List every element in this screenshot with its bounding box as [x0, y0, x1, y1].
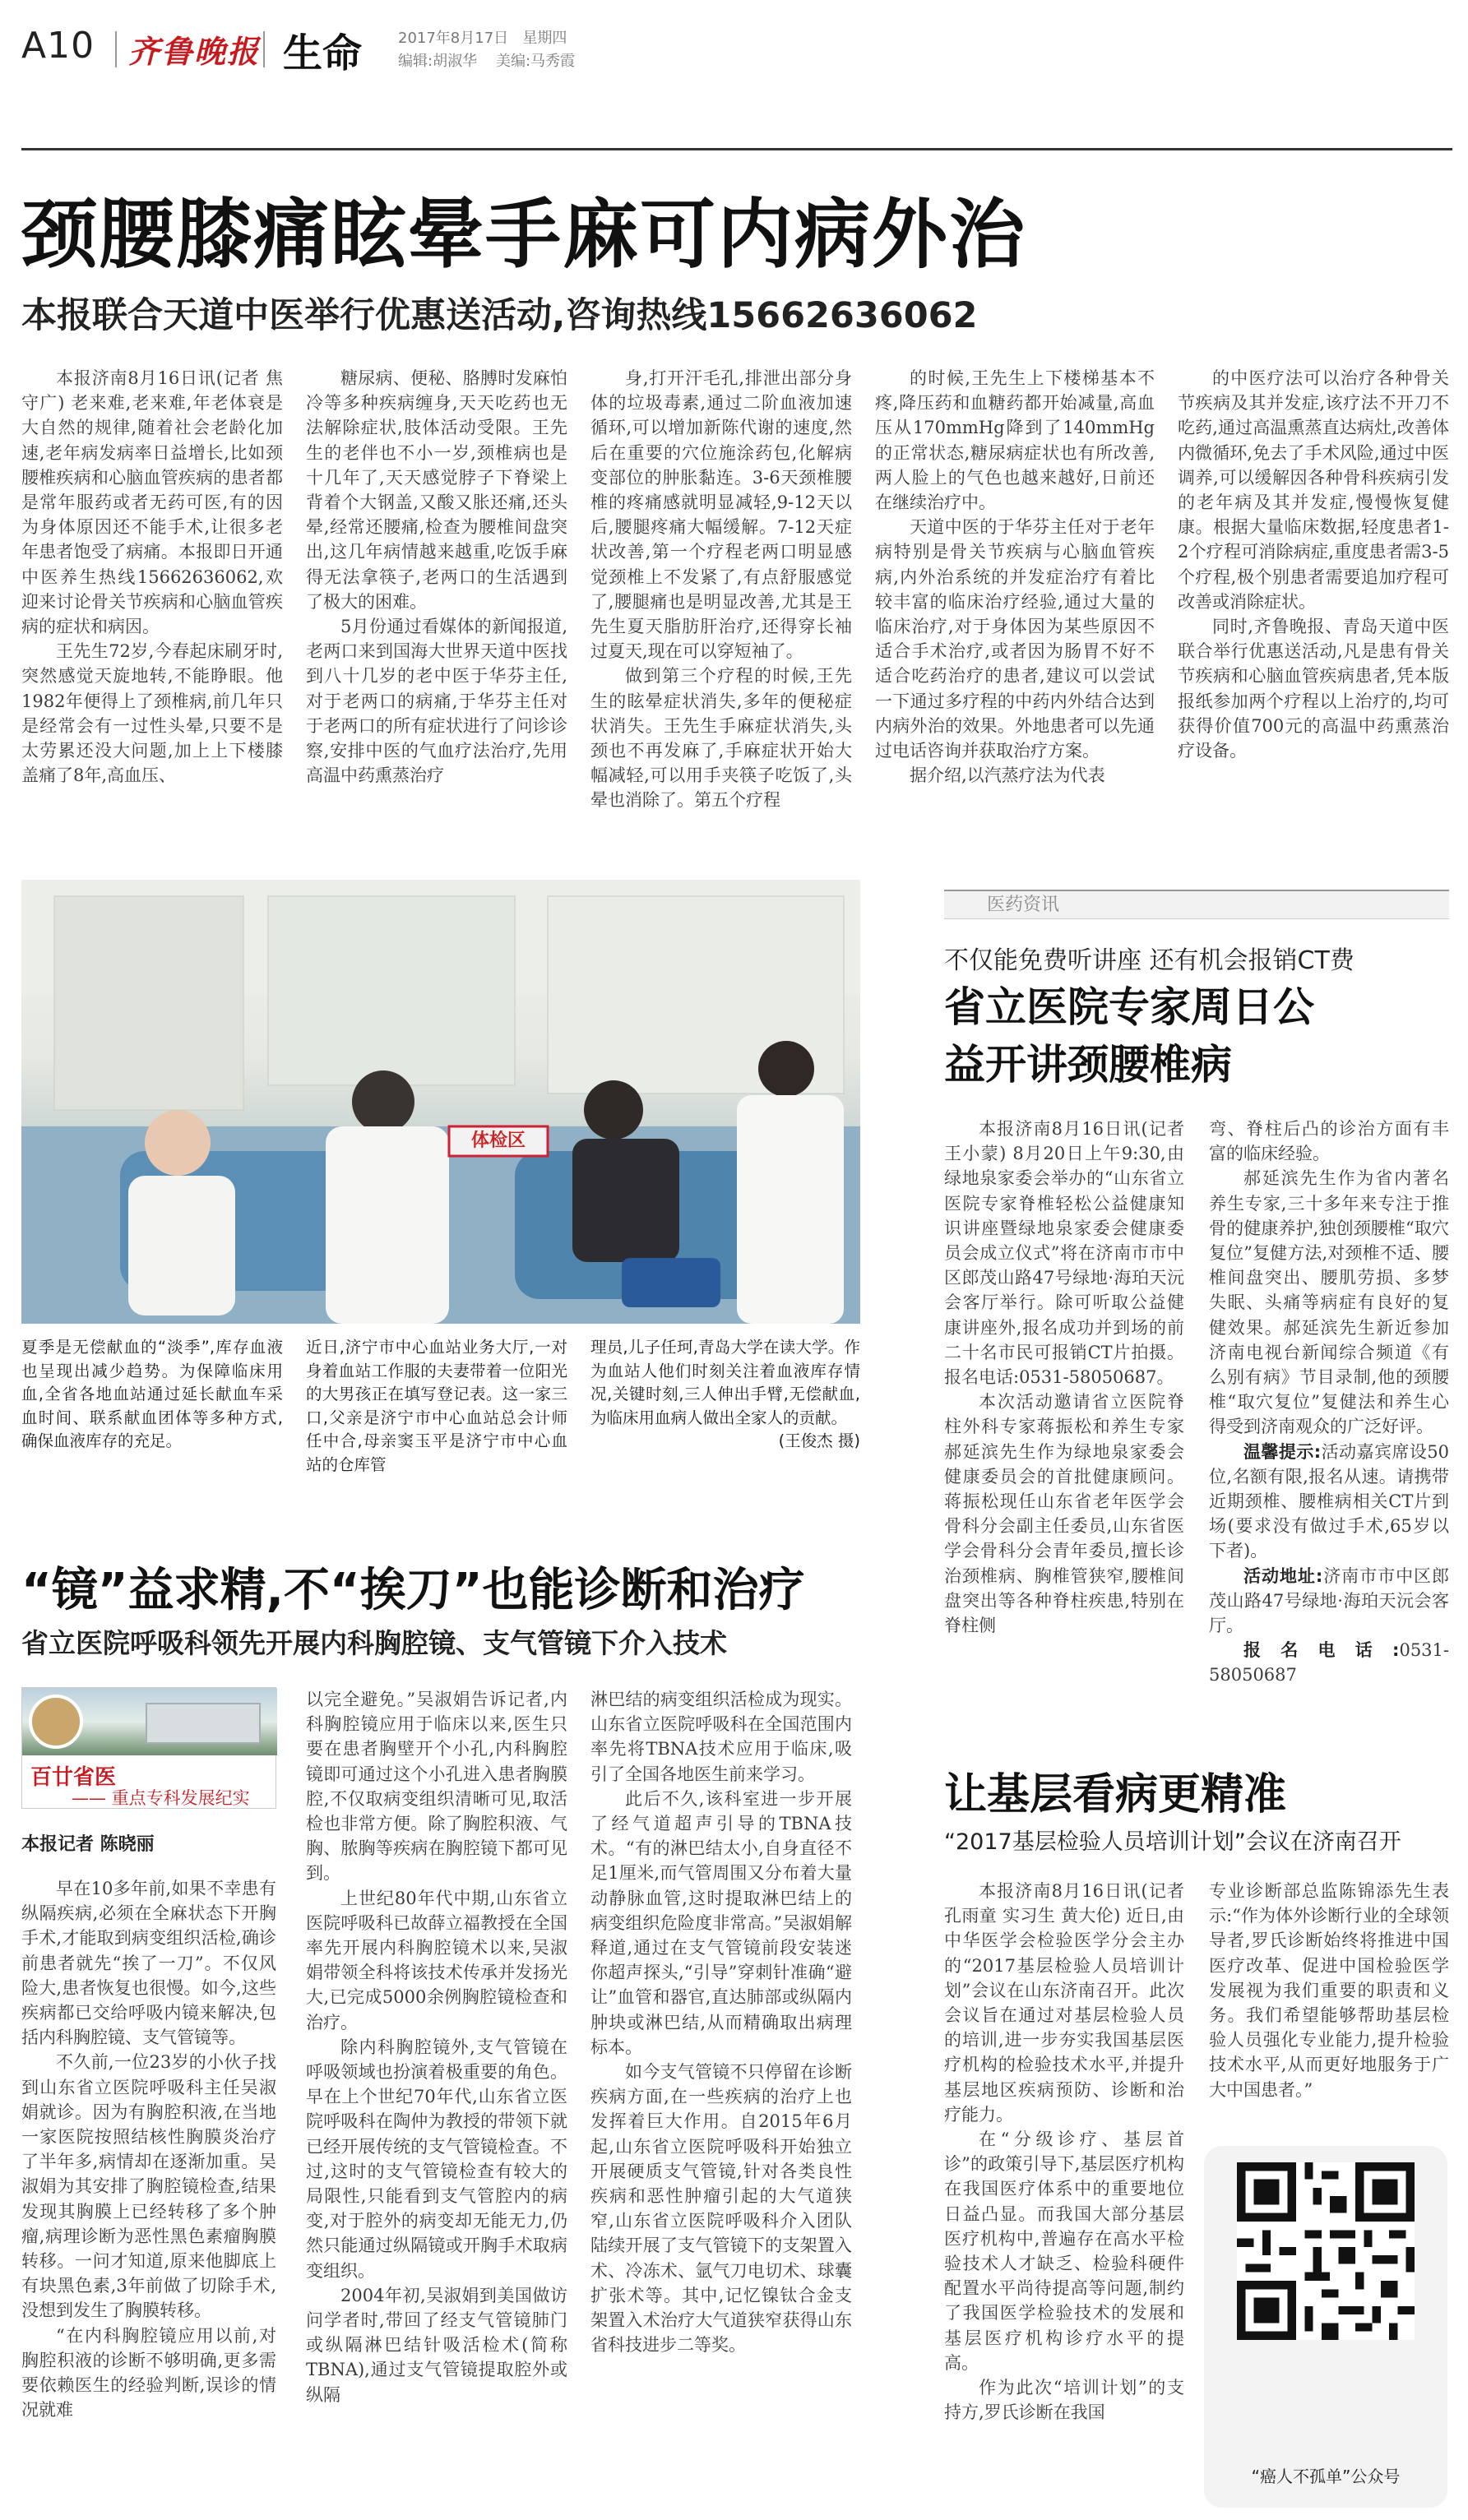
lead-paragraph: 做到第三个疗程的时候,王先生的眩晕症状消失,多年的便秘症状消失。王先生手麻症状消失,头颈也不再发麻了,手麻症状开始大幅减轻,可以用手夹筷子吃饭了,头晕也消除了。第五个疗程 [590, 666, 852, 811]
badge-subtitle: —— 重点专科发展纪实 [72, 1788, 250, 1808]
lead-paragraph: 王先生72岁,今春起床刷牙时,突然感觉天旋地转,不能睁眼。他1982年便得上了颈椎病,前几年只是经常会有一过性头晕,只要不是太劳累还没大问题,加上上下楼膝盖痛了8年,高血压、 [21, 641, 283, 786]
mirror-paragraph: “在内科胸腔镜应用以前,对胸腔积液的诊断不够明确,更多需要依赖医生的经验判断,误诊的情况就难 [21, 2325, 276, 2421]
lead-column-3 [590, 366, 852, 813]
lead-paragraph: 糖尿病、便秘、胳膊时发麻怕冷等多种疾病缠身,天天吃药也无法解除症状,肢体活动受限。王先生的老伴也不小一岁,颈椎病也是十几年了,天天感觉脖子下脊梁上背着个大钢盖,又酸又胀还痛,还头晕,经常还腰痛,检查为腰椎间盘突出,这几年病情越来越重,吃饭手麻得无法拿筷子,老两口的生活遇到了极大的困难。 [306, 368, 567, 612]
grassroots-paragraph: 作为此次“培训计划”的支持方,罗氏诊断在我国 [944, 2378, 1184, 2423]
masthead-divider [115, 31, 117, 67]
mirror-paragraph: 上世纪80年代中期,山东省立医院呼吸科已故薛立福教授在全国率先开展内科胸腔镜术以来,吴淑娟带领全科将该技术传承并发扬光大,已完成5000余例胸腔镜检查和治疗。 [306, 1888, 567, 2032]
photo-caption-col-1 [21, 1336, 283, 1454]
date-text: 2017年8月17日 [398, 30, 509, 47]
lead-paragraph: 据介绍,以汽蒸疗法为代表 [910, 765, 1105, 786]
grassroots-paragraph: 在“分级诊疗、基层首诊”的政策引导下,基层医疗机构在我国医疗体系中的重要地位日益凸显。而我国大部分基层医疗机构中,普遍存在高水平检验技术人才缺乏、检验科硬件配置水平尚待提高等问题,制约了我国医学检验技术的发展和基层医疗机构诊疗水平的提高。 [944, 2129, 1184, 2373]
hospital-photo [22, 1688, 277, 1755]
photo-caption: 夏季是无偿献血的“淡季”,库存血液也呈现出减少趋势。为保障临床用血,全省各地血站通过延长献血车采血时间、联系献血团体等多种方式,确保血液库存的充足。 [21, 1338, 283, 1450]
health-info-paragraph: 本次活动邀请省立医院脊柱外科专家蒋振松和养生专家郝延滨先生作为绿地泉家委会健康委员会的首批健康顾问。蒋振松现任山东省老年医学会骨科分会副主任委员,山东省医学会骨科分会青年委员,擅长诊治颈椎病、胸椎管狭窄,腰椎间盘突出等各种脊柱疾患,特别在脊柱侧 [944, 1392, 1184, 1636]
grassroots-headline: 让基层看病更精准 [944, 1770, 1287, 1819]
blood-donation-area-sign: 体检区 [470, 1131, 526, 1151]
designer-text: 美编:马秀霞 [495, 53, 576, 70]
health-info-paragraph: 弯、脊柱后凸的诊治方面有丰富的临床经验。 [1209, 1119, 1449, 1164]
mirror-paragraph: 以完全避免。”吴淑娟告诉记者,内科胸腔镜应用于临床以来,医生只要在患者胸壁开个小孔,内科胸腔镜即可通过这个小孔进入患者胸膜腔,不仅取病变组织清晰可见,取活检也非常方便。除了胸腔积液、气胸、脓胸等疾病在胸腔镜下都可见到。 [306, 1690, 567, 1884]
address-text: 济南市市中区郎茂山路47号绿地·海珀天沅会客厅。 [1209, 1565, 1449, 1636]
lead-subhead: 本报联合天道中医举行优惠送活动,咨询热线15662636062 [21, 295, 978, 336]
phone-label: 报名电话: [1243, 1640, 1400, 1661]
mirror-paragraph: 淋巴结的病变组织活检成为现实。山东省立医院呼吸科在全国范围内率先将TBNA技术应用于临床,吸引了全国各地医生前来学习。 [590, 1690, 852, 1784]
tips-text: 活动嘉宾席设50位,名额有限,报名从速。请携带近期颈椎、腰椎病相关CT片到场(要求没有做过手术,65岁以下者)。 [1209, 1441, 1449, 1561]
mirror-paragraph: 如今支气管镜不只停留在诊断疾病方面,在一些疾病的治疗上也发挥着巨大作用。自2015年6月起,山东省立医院呼吸科开始独立开展硬质支气管镜,针对各类良性疾病和恶性肿瘤引起的大气道狭窄,山东省立医院呼吸科介入团队陆续开展了支气管镜下的支架置入术、冷冻术、氩气刀电切术、球囊扩张术等。其中,记忆镍钛合金支架置入术治疗大气道狭窄获得山东省科技进步二等奖。 [590, 2062, 852, 2356]
mirror-paragraph: 2004年初,吴淑娟到美国做访问学者时,带回了经支气管镜肺门或纵隔淋巴结针吸活检术(简称TBNA),通过支气管镜提取腔外或纵隔 [306, 2285, 567, 2405]
tips-label: 温馨提示: [1243, 1441, 1322, 1462]
lead-paragraph: 同时,齐鲁晚报、青岛天道中医联合举行优惠送活动,凡是患有骨关节疾病和心脑血管疾病患者,凭本版报纸参加两个疗程以上治疗的,均可获得价值700元的高温中药熏蒸治疗设备。 [1178, 617, 1449, 761]
hospital-badge [21, 1687, 276, 1809]
health-info-kicker: 不仅能免费听讲座 还有机会报销CT费 [944, 946, 1355, 975]
mirror-column-3 [590, 1687, 852, 2357]
qr-code-icon[interactable] [1237, 2162, 1415, 2340]
mirror-byline: 本报记者 陈晓丽 [21, 1834, 155, 1855]
grassroots-column-2 [1209, 1879, 1449, 2102]
address-label: 活动地址: [1243, 1565, 1323, 1586]
hospital-emblem-icon [29, 1695, 83, 1749]
lead-paragraph: 天道中医的于华芬主任对于老年病特别是骨关节疾病与心脑血管疾病,内外治系统的并发症治疗有着比较丰富的临床治疗经验,通过大量的临床治疗,对于身体因为某些原因不适合手术治疗,或者因为肠胃不好不适合吃药治疗的患者,建议可以尝试一下通过多疗程的中药内外结合达到内病外治的效果。外地患者可以先通过电话咨询并获取治疗方案。 [875, 517, 1155, 761]
lead-paragraph: 的时候,王先生上下楼梯基本不疼,降压药和血糖药都开始减量,高血压从170mmHg降到了140mmHg的正常状态,糖尿病症状也有所改善,两人脸上的气色也越来越好,日前还在继续治疗中。 [875, 368, 1155, 513]
phone-text: 0531-58050687 [1209, 1640, 1449, 1685]
issue-date [398, 26, 567, 48]
health-info-column-2 [1209, 1117, 1449, 1688]
grassroots-column-1 [944, 1879, 1184, 2425]
photo-caption-col-3 [590, 1336, 860, 1454]
masthead-divider-2 [263, 31, 265, 67]
mirror-paragraph: 此后不久,该科室进一步开展了经气道超声引导的TBNA技术。“有的淋巴结太小,自身直径不足1厘米,而气管周围又分布着大量动静脉血管,这时提取淋巴结上的病变组织危险度非常高。”吴淑娟解释道,通过在支气管镜前段安装迷你超声探头,“引导”穿刺针准确“避让”血管和器官,直达肺部或纵隔内肿块或淋巴结,从而精确取出病理标本。 [590, 1788, 852, 2057]
mirror-subhead: 省立医院呼吸科领先开展内科胸腔镜、支气管镜下介入技术 [21, 1627, 727, 1659]
mirror-paragraph: 除内科胸腔镜外,支气管镜在呼吸领域也扮演着极重要的角色。早在上个世纪70年代,山东省立医院呼吸科在陶仲为教授的带领下就已经开展传统的支气管镜检查。不过,这时的支气管镜检查有较大的局限性,只能看到支气管腔内的病变,对于腔外的病变却无能无力,仍然只能通过纵隔镜或开胸手术取病变组织。 [306, 2037, 567, 2281]
lead-column-2 [306, 366, 567, 788]
health-info-column-1 [944, 1117, 1184, 1638]
masthead-rule [21, 148, 1452, 150]
qr-caption: “癌人不孤单”公众号 [1251, 2467, 1401, 2486]
grassroots-subhead: “2017基层检验人员培训计划”会议在济南召开 [944, 1829, 1401, 1855]
page-number: A10 [21, 25, 95, 67]
health-info-paragraph: 郝延滨先生作为省内著名养生专家,三十多年来专注于推骨的健康养护,独创颈腰椎“取穴复位”复健方法,对颈椎不适、腰椎间盘突出、腰肌劳损、多梦失眠、头痛等病症有良好的复健效果。郝延滨先生新近参加济南电视台新闻综合频道《有么别有病》节目录制,他的颈腰椎“取穴复位”复健法和养生心得受到济南观众的广泛好评。 [1209, 1168, 1449, 1437]
section-title: 生命 [283, 30, 363, 76]
photo-caption: 近日,济宁市中心血站业务大厅,一对身着血站工作服的夫妻带着一位阳光的大男孩正在填写登记表。这一家三口,父亲是济宁市中心血站总会计师任中合,母亲窦玉平是济宁市中心血站的仓库管 [306, 1338, 567, 1474]
paper-logo: 齐鲁晚报 [128, 33, 261, 70]
weekday-text: 星期四 [522, 30, 567, 47]
grassroots-paragraph: 专业诊断部总监陈锦添先生表示:“作为体外诊断行业的全球领导者,罗氏诊断始终将推进中国医疗改革、促进中国检验医学发展视为我们重要的职责和义务。我们希望能够帮助基层检验人员强化专业能力,提升检验技术水平,从而更好地服务于广大中国患者。” [1209, 1881, 1449, 2100]
qr-code-box [1204, 2146, 1447, 2508]
photo-illustration [21, 880, 860, 1324]
lead-paragraph: 5月份通过看媒体的新闻报道,老两口来到国海大世界天道中医找到八十几岁的老中医于华芬主任,对于老两口的病痛,于华芬主任对于老两口的所有症状进行了问诊诊察,安排中医的气血疗法治疗,先用高温中药熏蒸治疗 [306, 617, 567, 786]
health-info-label: 医药资讯 [987, 895, 1060, 915]
qr-code-graphic [1237, 2162, 1415, 2340]
mirror-column-2 [306, 1687, 567, 2407]
health-info-headline: 省立医院专家周日公益开讲颈腰椎病 [944, 983, 1314, 1089]
hospital-building-icon [146, 1703, 261, 1744]
lead-headline: 颈腰膝痛眩晕手麻可内病外治 [21, 191, 1027, 279]
mirror-paragraph: 不久前,一位23岁的小伙子找到山东省立医院呼吸科主任吴淑娟就诊。因为有胸腔积液,在当地一家医院按照结核性胸膜炎治疗了半年多,病情却在逐渐加重。吴淑娟为其安排了胸腔镜检查,结果发现其胸膜上已经转移了多个肿瘤,病理诊断为恶性黑色素瘤胸膜转移。一问才知道,原来他脚底上有块黑色素,3年前做了切除手术,没想到发生了胸膜转移。 [21, 2052, 276, 2321]
health-info-paragraph: 本报济南8月16日讯(记者 王小蒙) 8月20日上午9:30,由绿地泉家委会举办的“山东省立医院专家脊椎轻松公益健康知识讲座暨绿地泉家委会健康委员会成立仪式”将在济南市市中区郎茂山路47号绿地·海珀天沅会客厅举行。除可听取公益健康讲座外,报名成功并到场的前二十名市民可报销CT片拍摄。报名电话:0531-58050687。 [944, 1119, 1184, 1388]
badge-title: 百廿省医 [30, 1765, 117, 1790]
lead-paragraph: 本报济南8月16日讯(记者 焦守广) 老来难,老来难,年老体衰是大自然的规律,随着社会老龄化加速,老年病发病率日益增长,比如颈腰椎疾病和心脑血管疾病的患者都是常年服药或者无药可医,有的因为身体原因还不能手术,让很多老年患者饱受了病痛。本报即日开通中医养生热线15662636062,欢迎来讨论骨关节疾病和心脑血管疾病的症状和病因。 [21, 368, 283, 637]
grassroots-paragraph: 本报济南8月16日讯(记者 孔雨童 实习生 黄大伦) 近日,由中华医学会检验医学分会主办的“2017基层检验人员培训计划”会议在山东济南召开。此次会议旨在通过对基层检验人员的培训,进一步夯实我国基层医疗机构的检验技术水平,并提升基层地区疾病预防、诊断和治疗能力。 [944, 1881, 1184, 2125]
lead-column-4 [875, 366, 1155, 788]
health-info-address [1209, 1564, 1449, 1639]
health-info-tips [1209, 1440, 1449, 1564]
health-info-label-bar [944, 890, 1449, 919]
editor-credit [398, 49, 575, 71]
blood-donation-photo [21, 880, 860, 1324]
mirror-headline: “镜”益求精,不“挨刀”也能诊断和治疗 [21, 1564, 805, 1617]
photo-credit: (王俊杰 摄) [778, 1431, 860, 1450]
mirror-column-1 [21, 1876, 276, 2422]
lead-column-1 [21, 366, 283, 788]
photo-caption-col-2 [306, 1336, 567, 1477]
health-info-phone [1209, 1638, 1449, 1687]
mirror-paragraph: 早在10多年前,如果不幸患有纵隔疾病,必须在全麻状态下开胸手术,才能取到病变组织活检,确诊前患者就先“挨了一刀”。不仅风险大,患者恢复也很慢。如今,这些疾病都已交给呼吸内镜来解决,包括内科胸腔镜、支气管镜等。 [21, 1879, 276, 2048]
lead-paragraph: 身,打开汗毛孔,排泄出部分身体的垃圾毒素,通过二阶血液加速循环,可以增加新陈代谢的速度,然后在重要的穴位施涂药包,化解病变部位的肿胀黏连。3-6天颈椎腰椎的疼痛感就明显减轻,9-12天以后,腰腿疼痛大幅缓解。7-12天症状改善,第一个疗程老两口明显感觉颈椎上不发紧了,有点舒服感觉了,腰腿痛也是明显改善,尤其是王先生夏天脂肪肝治疗,还得穿长袖过夏天,现在可以穿短袖了。 [590, 368, 852, 662]
lead-paragraph: 的中医疗法可以治疗各种骨关节疾病及其并发症,该疗法不开刀不吃药,通过高温熏蒸直达病灶,改善体内微循环,免去了手术风险,通过中医调养,可以缓解因各种骨科疾病引发的老年病及其并发症,慢慢恢复健康。根据大量临床数据,轻度患者1-2个疗程可消除病症,重度患者需3-5个疗程,极个别患者需要追加疗程可改善或消除症状。 [1178, 368, 1449, 612]
editor-text: 编辑:胡淑华 [398, 53, 478, 70]
photo-caption: 理员,儿子任珂,青岛大学在读大学。作为血站人他们时刻关注着血液库存情况,关键时刻,三人伸出手臂,无偿献血,为临床用血病人做出全家人的贡献。 [590, 1338, 860, 1427]
lead-column-5 [1178, 366, 1449, 763]
